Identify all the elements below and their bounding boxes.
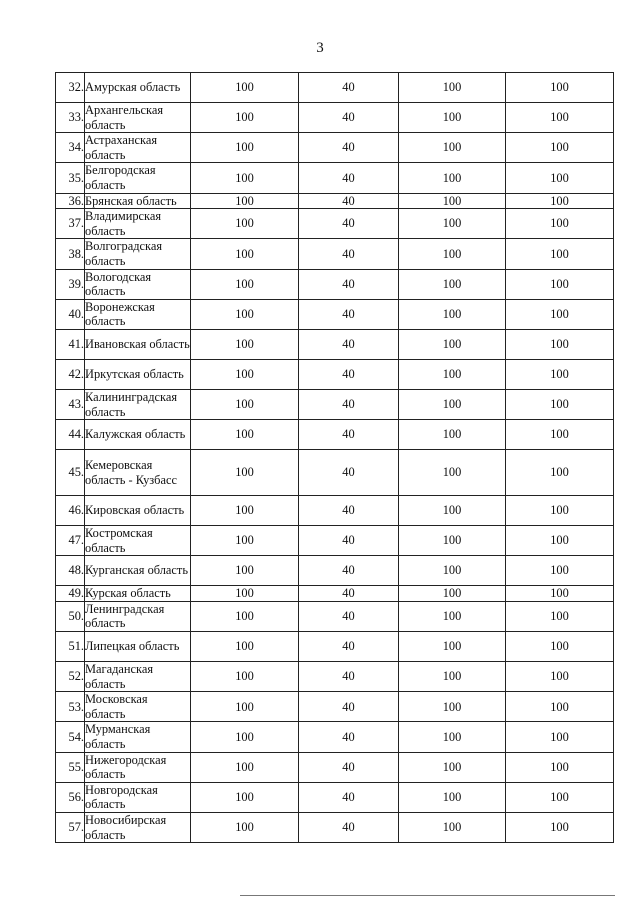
region-name: Калужская область	[85, 420, 191, 450]
region-name: Нижегородская область	[85, 752, 191, 782]
value-cell-1: 100	[191, 193, 299, 209]
value-cell-3: 100	[399, 359, 506, 389]
row-number: 55.	[56, 752, 85, 782]
value-cell-4: 100	[506, 782, 614, 812]
value-cell-4: 100	[506, 329, 614, 359]
table-row	[56, 632, 614, 662]
table-row	[56, 73, 614, 103]
value-cell-1: 100	[191, 389, 299, 419]
value-cell-4: 100	[506, 299, 614, 329]
value-cell-4: 100	[506, 632, 614, 662]
regions-table	[55, 72, 614, 843]
value-cell-1: 100	[191, 692, 299, 722]
region-name: Иркутская область	[85, 359, 191, 389]
value-cell-2: 40	[299, 722, 399, 752]
value-cell-3: 100	[399, 586, 506, 602]
value-cell-2: 40	[299, 359, 399, 389]
value-cell-4: 100	[506, 752, 614, 782]
value-cell-1: 100	[191, 526, 299, 556]
value-cell-3: 100	[399, 496, 506, 526]
value-cell-1: 100	[191, 752, 299, 782]
value-cell-4: 100	[506, 813, 614, 843]
value-cell-2: 40	[299, 299, 399, 329]
row-number: 50.	[56, 601, 85, 631]
value-cell-1: 100	[191, 450, 299, 496]
region-name: Магаданская область	[85, 662, 191, 692]
region-name: Курская область	[85, 586, 191, 602]
table-row	[56, 813, 614, 843]
value-cell-3: 100	[399, 450, 506, 496]
value-cell-4: 100	[506, 586, 614, 602]
value-cell-2: 40	[299, 193, 399, 209]
value-cell-3: 100	[399, 601, 506, 631]
value-cell-2: 40	[299, 420, 399, 450]
table-row	[56, 420, 614, 450]
value-cell-1: 100	[191, 163, 299, 193]
row-number: 48.	[56, 556, 85, 586]
row-number: 54.	[56, 722, 85, 752]
value-cell-4: 100	[506, 420, 614, 450]
table-body	[56, 73, 614, 843]
value-cell-3: 100	[399, 389, 506, 419]
value-cell-2: 40	[299, 73, 399, 103]
value-cell-3: 100	[399, 163, 506, 193]
row-number: 40.	[56, 299, 85, 329]
table-row	[56, 269, 614, 299]
row-number: 41.	[56, 329, 85, 359]
value-cell-2: 40	[299, 556, 399, 586]
region-name: Московская область	[85, 692, 191, 722]
value-cell-3: 100	[399, 662, 506, 692]
page-number: 3	[316, 40, 324, 56]
value-cell-3: 100	[399, 269, 506, 299]
value-cell-2: 40	[299, 163, 399, 193]
row-number: 47.	[56, 526, 85, 556]
table-row	[56, 601, 614, 631]
value-cell-4: 100	[506, 722, 614, 752]
value-cell-2: 40	[299, 496, 399, 526]
region-name: Ленинградская область	[85, 601, 191, 631]
row-number: 46.	[56, 496, 85, 526]
region-name: Вологодская область	[85, 269, 191, 299]
value-cell-2: 40	[299, 813, 399, 843]
row-number: 52.	[56, 662, 85, 692]
region-name: Архангельская область	[85, 103, 191, 133]
table-row	[56, 389, 614, 419]
value-cell-1: 100	[191, 103, 299, 133]
value-cell-2: 40	[299, 662, 399, 692]
table-row	[56, 496, 614, 526]
value-cell-2: 40	[299, 329, 399, 359]
region-name: Брянская область	[85, 193, 191, 209]
value-cell-3: 100	[399, 420, 506, 450]
value-cell-4: 100	[506, 269, 614, 299]
row-number: 34.	[56, 133, 85, 163]
row-number: 44.	[56, 420, 85, 450]
value-cell-1: 100	[191, 782, 299, 812]
value-cell-4: 100	[506, 496, 614, 526]
value-cell-4: 100	[506, 209, 614, 239]
value-cell-3: 100	[399, 329, 506, 359]
value-cell-3: 100	[399, 73, 506, 103]
region-name: Кировская область	[85, 496, 191, 526]
region-name: Мурманская область	[85, 722, 191, 752]
table-row	[56, 359, 614, 389]
value-cell-1: 100	[191, 420, 299, 450]
value-cell-2: 40	[299, 103, 399, 133]
table-row	[56, 556, 614, 586]
value-cell-3: 100	[399, 193, 506, 209]
value-cell-4: 100	[506, 389, 614, 419]
table-row	[56, 329, 614, 359]
value-cell-1: 100	[191, 133, 299, 163]
region-name: Ивановская область	[85, 329, 191, 359]
row-number: 33.	[56, 103, 85, 133]
value-cell-1: 100	[191, 586, 299, 602]
table-row	[56, 239, 614, 269]
row-number: 56.	[56, 782, 85, 812]
region-name: Курганская область	[85, 556, 191, 586]
region-name: Новосибирская область	[85, 813, 191, 843]
value-cell-1: 100	[191, 209, 299, 239]
region-name: Кемеровская область - Кузбасс	[85, 450, 191, 496]
value-cell-4: 100	[506, 450, 614, 496]
value-cell-4: 100	[506, 526, 614, 556]
row-number: 35.	[56, 163, 85, 193]
value-cell-2: 40	[299, 586, 399, 602]
row-number: 32.	[56, 73, 85, 103]
value-cell-1: 100	[191, 359, 299, 389]
value-cell-1: 100	[191, 722, 299, 752]
value-cell-4: 100	[506, 133, 614, 163]
value-cell-1: 100	[191, 601, 299, 631]
table-row	[56, 526, 614, 556]
region-name: Костромская область	[85, 526, 191, 556]
region-name: Волгоградская область	[85, 239, 191, 269]
value-cell-4: 100	[506, 601, 614, 631]
row-number: 51.	[56, 632, 85, 662]
table-row	[56, 163, 614, 193]
value-cell-1: 100	[191, 813, 299, 843]
value-cell-1: 100	[191, 73, 299, 103]
value-cell-2: 40	[299, 133, 399, 163]
value-cell-3: 100	[399, 722, 506, 752]
table-row	[56, 752, 614, 782]
value-cell-4: 100	[506, 193, 614, 209]
row-number: 39.	[56, 269, 85, 299]
value-cell-1: 100	[191, 556, 299, 586]
region-name: Воронежская область	[85, 299, 191, 329]
value-cell-3: 100	[399, 239, 506, 269]
value-cell-3: 100	[399, 813, 506, 843]
value-cell-2: 40	[299, 782, 399, 812]
region-name: Белгородская область	[85, 163, 191, 193]
table-row	[56, 193, 614, 209]
value-cell-4: 100	[506, 692, 614, 722]
row-number: 42.	[56, 359, 85, 389]
table-row	[56, 450, 614, 496]
value-cell-3: 100	[399, 103, 506, 133]
row-number: 49.	[56, 586, 85, 602]
value-cell-3: 100	[399, 692, 506, 722]
footer-rule	[240, 895, 615, 896]
value-cell-3: 100	[399, 209, 506, 239]
region-name: Калининградская область	[85, 389, 191, 419]
value-cell-2: 40	[299, 239, 399, 269]
value-cell-3: 100	[399, 632, 506, 662]
table-row	[56, 209, 614, 239]
row-number: 37.	[56, 209, 85, 239]
value-cell-4: 100	[506, 239, 614, 269]
value-cell-3: 100	[399, 526, 506, 556]
table-row	[56, 662, 614, 692]
value-cell-1: 100	[191, 496, 299, 526]
value-cell-4: 100	[506, 73, 614, 103]
value-cell-2: 40	[299, 752, 399, 782]
value-cell-2: 40	[299, 526, 399, 556]
row-number: 45.	[56, 450, 85, 496]
value-cell-2: 40	[299, 692, 399, 722]
value-cell-1: 100	[191, 299, 299, 329]
row-number: 43.	[56, 389, 85, 419]
value-cell-3: 100	[399, 782, 506, 812]
table-row	[56, 722, 614, 752]
value-cell-4: 100	[506, 556, 614, 586]
table-row	[56, 782, 614, 812]
value-cell-2: 40	[299, 450, 399, 496]
row-number: 53.	[56, 692, 85, 722]
value-cell-1: 100	[191, 329, 299, 359]
table-row	[56, 133, 614, 163]
row-number: 36.	[56, 193, 85, 209]
value-cell-2: 40	[299, 209, 399, 239]
region-name: Новгородская область	[85, 782, 191, 812]
value-cell-2: 40	[299, 389, 399, 419]
value-cell-1: 100	[191, 632, 299, 662]
table-row	[56, 299, 614, 329]
row-number: 38.	[56, 239, 85, 269]
value-cell-2: 40	[299, 632, 399, 662]
value-cell-3: 100	[399, 299, 506, 329]
row-number: 57.	[56, 813, 85, 843]
value-cell-2: 40	[299, 269, 399, 299]
region-name: Амурская область	[85, 73, 191, 103]
table-row	[56, 103, 614, 133]
table-row	[56, 692, 614, 722]
value-cell-1: 100	[191, 269, 299, 299]
value-cell-3: 100	[399, 133, 506, 163]
region-name: Липецкая область	[85, 632, 191, 662]
value-cell-4: 100	[506, 103, 614, 133]
value-cell-3: 100	[399, 556, 506, 586]
value-cell-3: 100	[399, 752, 506, 782]
table-row	[56, 586, 614, 602]
value-cell-1: 100	[191, 662, 299, 692]
value-cell-4: 100	[506, 662, 614, 692]
value-cell-4: 100	[506, 359, 614, 389]
region-name: Астраханская область	[85, 133, 191, 163]
value-cell-1: 100	[191, 239, 299, 269]
region-name: Владимирская область	[85, 209, 191, 239]
value-cell-2: 40	[299, 601, 399, 631]
value-cell-4: 100	[506, 163, 614, 193]
